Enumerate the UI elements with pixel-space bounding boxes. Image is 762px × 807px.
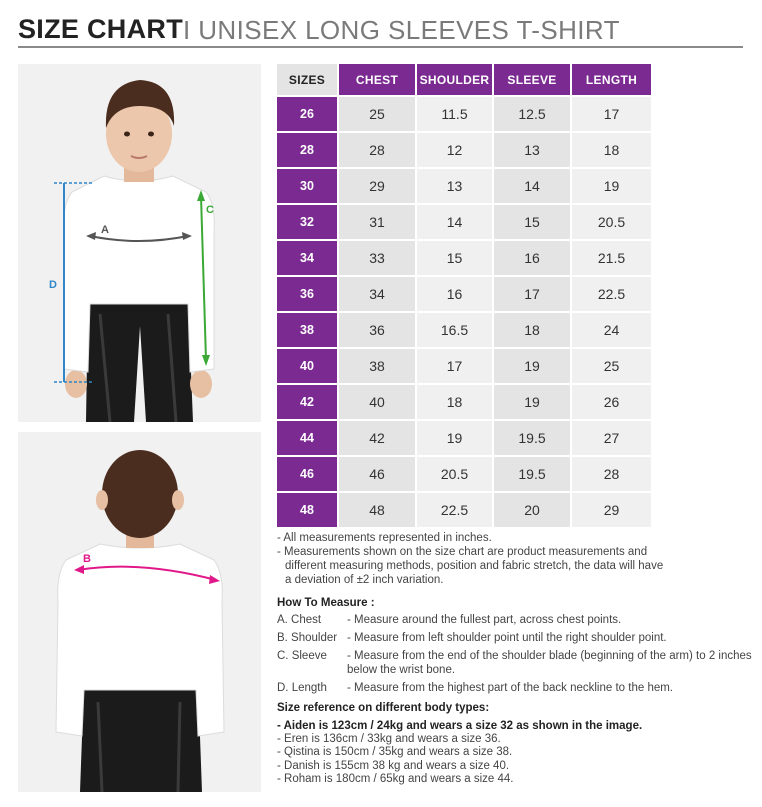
label-c: C bbox=[206, 204, 214, 216]
measure-label: B. Shoulder bbox=[277, 632, 338, 644]
header-chest: CHEST bbox=[339, 64, 417, 97]
table-row bbox=[277, 169, 651, 205]
measure-text: - Measure from the highest part of the back neckline to the hem. bbox=[347, 682, 674, 694]
label-d: D bbox=[49, 279, 57, 291]
table-row bbox=[277, 313, 651, 349]
reference-item: - Roham is 180cm / 65kg and wears a size 44. bbox=[277, 772, 514, 785]
chest-cell: 33 bbox=[339, 241, 417, 277]
shoulder-cell: 20.5 bbox=[417, 457, 494, 493]
shoulder-cell: 16.5 bbox=[417, 313, 494, 349]
shoulder-cell: 18 bbox=[417, 385, 494, 421]
chest-cell: 48 bbox=[339, 493, 417, 529]
label-b: B bbox=[83, 553, 91, 565]
measure-item bbox=[277, 681, 752, 695]
table-body bbox=[277, 97, 651, 529]
page-header bbox=[18, 12, 743, 48]
header-sizes: SIZES bbox=[277, 64, 339, 97]
table-row bbox=[277, 97, 651, 133]
size-cell: 42 bbox=[277, 385, 339, 421]
front-model-illustration bbox=[18, 64, 261, 422]
note-line: - All measurements represented in inches. bbox=[277, 532, 492, 544]
note-line: a deviation of ±2 inch variation. bbox=[285, 574, 444, 586]
measure-item bbox=[277, 649, 752, 677]
table-row bbox=[277, 205, 651, 241]
chest-cell: 46 bbox=[339, 457, 417, 493]
table-row bbox=[277, 133, 651, 169]
table-row bbox=[277, 493, 651, 529]
table-header-row bbox=[277, 64, 651, 97]
size-cell: 44 bbox=[277, 421, 339, 457]
length-cell: 25 bbox=[572, 349, 651, 385]
sleeve-cell: 14 bbox=[494, 169, 572, 205]
length-cell: 18 bbox=[572, 133, 651, 169]
size-cell: 30 bbox=[277, 169, 339, 205]
notes bbox=[277, 531, 747, 587]
label-a: A bbox=[101, 224, 109, 236]
back-model-photo bbox=[18, 432, 261, 792]
front-model-photo bbox=[18, 64, 261, 422]
length-cell: 21.5 bbox=[572, 241, 651, 277]
chest-cell: 36 bbox=[339, 313, 417, 349]
header-shoulder: SHOULDER bbox=[417, 64, 494, 97]
shoulder-cell: 17 bbox=[417, 349, 494, 385]
measure-item bbox=[277, 631, 752, 645]
length-cell: 26 bbox=[572, 385, 651, 421]
size-reference-list bbox=[277, 720, 747, 786]
chest-cell: 40 bbox=[339, 385, 417, 421]
sleeve-cell: 20 bbox=[494, 493, 572, 529]
table-row bbox=[277, 457, 651, 493]
chest-cell: 31 bbox=[339, 205, 417, 241]
sleeve-cell: 19 bbox=[494, 385, 572, 421]
shoulder-cell: 16 bbox=[417, 277, 494, 313]
length-cell: 20.5 bbox=[572, 205, 651, 241]
size-cell: 38 bbox=[277, 313, 339, 349]
table-row bbox=[277, 349, 651, 385]
size-cell: 48 bbox=[277, 493, 339, 529]
back-model-illustration bbox=[18, 432, 261, 792]
table-row bbox=[277, 277, 651, 313]
sleeve-cell: 19.5 bbox=[494, 457, 572, 493]
shoulder-cell: 12 bbox=[417, 133, 494, 169]
shoulder-cell: 22.5 bbox=[417, 493, 494, 529]
sleeve-cell: 17 bbox=[494, 277, 572, 313]
length-cell: 27 bbox=[572, 421, 651, 457]
chest-cell: 38 bbox=[339, 349, 417, 385]
length-cell: 29 bbox=[572, 493, 651, 529]
size-cell: 46 bbox=[277, 457, 339, 493]
size-cell: 40 bbox=[277, 349, 339, 385]
chest-cell: 34 bbox=[339, 277, 417, 313]
measure-label: C. Sleeve bbox=[277, 650, 327, 662]
header-length: LENGTH bbox=[572, 64, 651, 97]
how-to-measure-list bbox=[277, 613, 752, 699]
sleeve-cell: 16 bbox=[494, 241, 572, 277]
measure-label: D. Length bbox=[277, 682, 327, 694]
shoulder-cell: 19 bbox=[417, 421, 494, 457]
length-cell: 19 bbox=[572, 169, 651, 205]
size-cell: 36 bbox=[277, 277, 339, 313]
length-cell: 22.5 bbox=[572, 277, 651, 313]
chest-cell: 28 bbox=[339, 133, 417, 169]
measure-item bbox=[277, 613, 752, 627]
sleeve-cell: 15 bbox=[494, 205, 572, 241]
measure-text: - Measure from the end of the shoulder blade (beginning of the arm) to 2 inches below the wrist bone. bbox=[347, 650, 752, 676]
length-cell: 24 bbox=[572, 313, 651, 349]
header-sleeve: SLEEVE bbox=[494, 64, 572, 97]
size-table bbox=[277, 64, 651, 529]
reference-item: - Aiden is 123cm / 24kg and wears a size 32 as shown in the image. bbox=[277, 720, 643, 732]
note-line: different measuring methods, position and fabric stretch, the data will have bbox=[285, 560, 664, 572]
size-cell: 26 bbox=[277, 97, 339, 133]
measure-label: A. Chest bbox=[277, 614, 322, 626]
how-to-measure-title: How To Measure : bbox=[277, 597, 375, 609]
length-cell: 17 bbox=[572, 97, 651, 133]
sleeve-cell: 18 bbox=[494, 313, 572, 349]
note-line: - Measurements shown on the size chart are product measurements and bbox=[277, 546, 648, 558]
size-cell: 32 bbox=[277, 205, 339, 241]
reference-item: - Eren is 136cm / 33kg and wears a size 36. bbox=[277, 733, 501, 746]
size-cell: 28 bbox=[277, 133, 339, 169]
measure-text: - Measure around the fullest part, across chest points. bbox=[347, 614, 622, 626]
chest-cell: 42 bbox=[339, 421, 417, 457]
size-reference-title: Size reference on different body types: bbox=[277, 702, 490, 714]
sleeve-cell: 13 bbox=[494, 133, 572, 169]
sleeve-cell: 19 bbox=[494, 349, 572, 385]
sleeve-cell: 12.5 bbox=[494, 97, 572, 133]
shoulder-cell: 13 bbox=[417, 169, 494, 205]
chest-cell: 29 bbox=[339, 169, 417, 205]
length-cell: 28 bbox=[572, 457, 651, 493]
table-row bbox=[277, 241, 651, 277]
reference-item: - Qistina is 150cm / 35kg and wears a size 38. bbox=[277, 746, 513, 759]
chest-cell: 25 bbox=[339, 97, 417, 133]
shoulder-cell: 14 bbox=[417, 205, 494, 241]
measure-text: - Measure from left shoulder point until the right shoulder point. bbox=[347, 632, 667, 644]
page-title: SIZE CHART bbox=[18, 14, 183, 44]
table-row bbox=[277, 421, 651, 457]
table-row bbox=[277, 385, 651, 421]
page-subtitle: I UNISEX LONG SLEEVES T-SHIRT bbox=[183, 15, 620, 45]
reference-item: - Danish is 155cm 38 kg and wears a size 40. bbox=[277, 759, 510, 772]
shoulder-cell: 15 bbox=[417, 241, 494, 277]
size-cell: 34 bbox=[277, 241, 339, 277]
shoulder-cell: 11.5 bbox=[417, 97, 494, 133]
sleeve-cell: 19.5 bbox=[494, 421, 572, 457]
